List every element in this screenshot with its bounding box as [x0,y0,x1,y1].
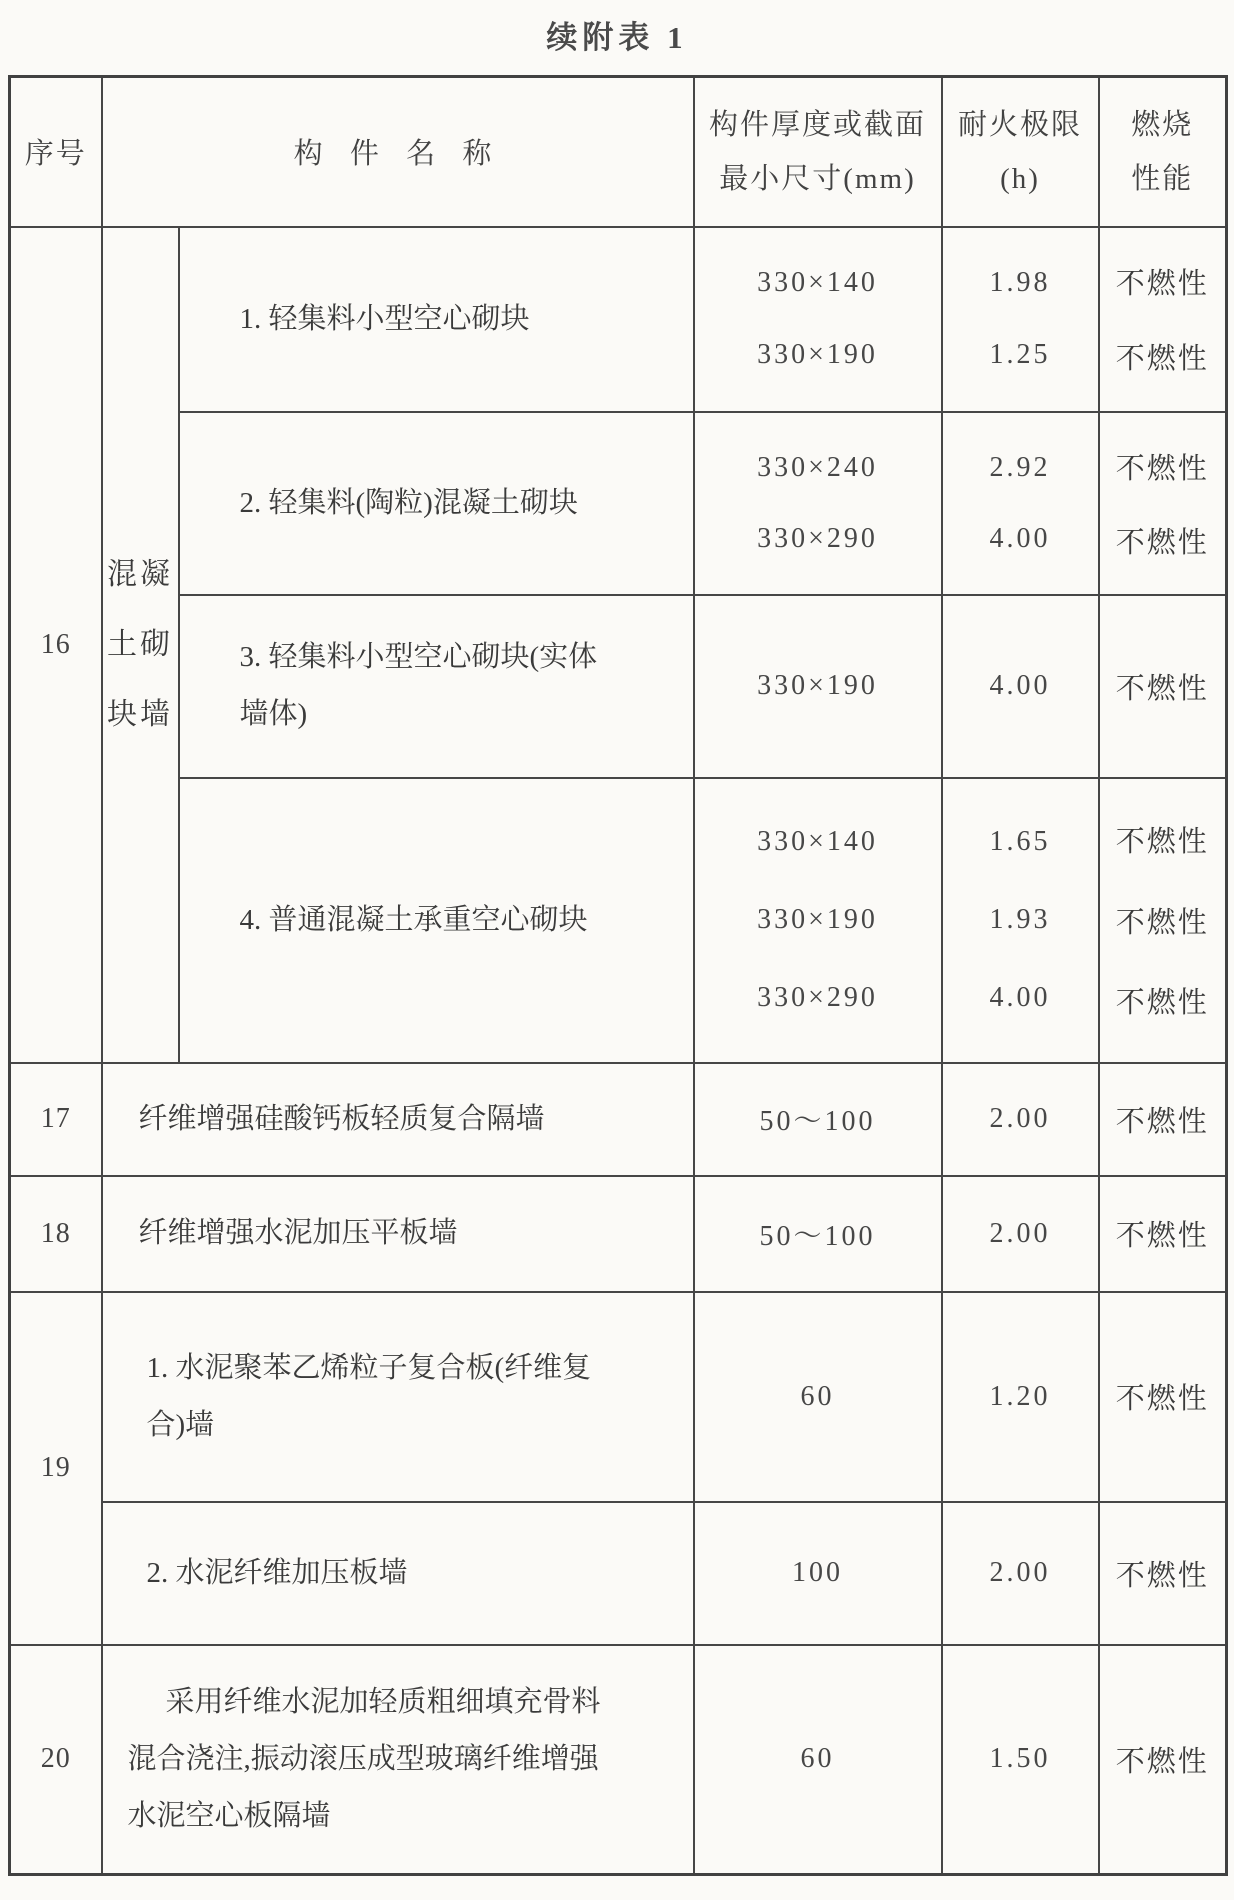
header-row [10,77,1227,227]
size-value: 330×290 [757,522,878,554]
component-name-line: 水泥空心板隔墙 [127,1799,331,1832]
fire-value: 4.00 [989,522,1051,554]
combustibility-cell: 不燃性 [1099,595,1227,778]
fire-value: 1.98 [989,267,1051,299]
burn-stack [1100,780,1226,1061]
fire-stack [943,228,1098,411]
fire-limit-cell: 1.20 [942,1292,1099,1502]
header-size-line1: 构件厚度或截面 [709,108,927,141]
size-value: 330×290 [757,982,878,1014]
size-cell: 50～100 [694,1063,942,1176]
burn-stack [1100,228,1226,411]
component-name-cell [179,412,694,595]
group-label-line: 块墙 [107,697,173,731]
component-name-line: 墙体) [239,698,308,730]
header-size [694,77,942,227]
combustibility-cell: 不燃性 [1099,1063,1227,1176]
header-combustibility [1099,77,1227,227]
page-title: 续附表 1 [546,20,688,55]
seq-20: 20 [10,1645,102,1875]
fire-stack [943,413,1098,594]
combustibility-cell: 不燃性 [1099,1502,1227,1645]
component-name-line: 1. 水泥聚苯乙烯粒子复合板(纤维复 [146,1351,592,1384]
header-seq: 序号 [10,77,102,227]
seq-18: 18 [10,1176,102,1292]
fire-limit-cell: 1.50 [942,1645,1099,1875]
fire-stack [943,780,1098,1061]
component-name-line: 采用纤维水泥加轻质粗细填充骨料 [165,1685,601,1718]
combustibility-cell [1099,778,1227,1063]
component-name-cell [179,595,694,778]
group-label-line: 土砌 [107,627,173,661]
fire-limit-cell [942,227,1099,412]
burn-value: 不燃性 [1115,987,1209,1019]
header-burn-line2: 性能 [1131,162,1194,195]
fire-resistance-table [8,75,1228,1876]
component-name: 2. 水泥纤维加压板墙 [146,1556,408,1589]
burn-value: 不燃性 [1115,342,1209,375]
fire-value: 1.25 [989,338,1051,370]
component-name-cell [102,1645,694,1875]
burn-value: 不燃性 [1115,526,1209,559]
table-row [10,1645,1227,1875]
component-name-cell [102,1502,694,1645]
size-stack [695,228,941,411]
size-value: 330×190 [757,338,878,370]
fire-limit-cell: 2.00 [942,1176,1099,1292]
component-name: 1. 轻集料小型空心砌块 [239,302,530,335]
component-name-cell [179,227,694,412]
table-row [10,227,1227,412]
header-fire-line2: (h) [1000,162,1040,195]
table-row [10,412,1227,595]
fire-value: 4.00 [989,982,1051,1014]
size-cell: 60 [694,1292,942,1502]
header-size-line2: 最小尺寸(mm) [719,162,916,195]
size-value: 330×140 [757,825,878,857]
fire-limit-cell: 2.00 [942,1502,1099,1645]
combustibility-cell: 不燃性 [1099,1645,1227,1875]
component-name: 4. 普通混凝土承重空心砌块 [239,903,588,936]
size-cell [694,412,942,595]
size-stack [695,780,941,1061]
combustibility-cell [1099,227,1227,412]
table-row [10,1063,1227,1176]
burn-value: 不燃性 [1115,826,1209,858]
combustibility-cell: 不燃性 [1099,1292,1227,1502]
header-fire-line1: 耐火极限 [958,108,1083,141]
fire-limit-cell: 2.00 [942,1063,1099,1176]
size-cell: 100 [694,1502,942,1645]
size-cell: 60 [694,1645,942,1875]
component-name-cell [102,1292,694,1502]
header-component-name: 构 件 名 称 [102,77,694,227]
header-fire-limit [942,77,1099,227]
group-label-line: 混凝 [107,557,173,591]
size-cell [694,227,942,412]
table-row [10,1292,1227,1502]
table-row [10,1176,1227,1292]
seq-17: 17 [10,1063,102,1176]
table-row [10,595,1227,778]
fire-limit-cell [942,412,1099,595]
table-row [10,1502,1227,1645]
seq-19: 19 [10,1292,102,1645]
fire-value: 2.92 [989,451,1051,483]
size-value: 330×190 [757,904,878,935]
component-name: 纤维增强水泥加压平板墙 [138,1217,458,1249]
burn-stack [1100,413,1226,594]
combustibility-cell [1099,412,1227,595]
fire-limit-cell [942,778,1099,1063]
component-name: 2. 轻集料(陶粒)混凝土砌块 [239,486,578,519]
component-name-cell [102,1063,694,1176]
combustibility-cell: 不燃性 [1099,1176,1227,1292]
component-name: 纤维增强硅酸钙板轻质复合隔墙 [138,1102,545,1135]
component-name-line: 3. 轻集料小型空心砌块(实体 [239,641,598,673]
seq-16: 16 [10,227,102,1063]
group-label-concrete-block-wall [102,227,179,1063]
size-stack [695,413,941,594]
header-burn-line1: 燃烧 [1131,108,1194,141]
fire-value: 1.65 [989,825,1051,857]
size-cell [694,778,942,1063]
component-name-cell [102,1176,694,1292]
size-value: 330×140 [757,267,878,299]
burn-value: 不燃性 [1115,906,1209,939]
component-name-line: 合)墙 [146,1408,215,1441]
fire-limit-cell: 4.00 [942,595,1099,778]
size-cell: 330×190 [694,595,942,778]
component-name-cell [179,778,694,1063]
fire-value: 1.93 [989,904,1051,935]
size-value: 330×240 [757,451,878,483]
burn-value: 不燃性 [1115,452,1209,485]
table-row [10,778,1227,1063]
size-cell: 50～100 [694,1176,942,1292]
component-name-line: 混合浇注,振动滚压成型玻璃纤维增强 [127,1742,599,1775]
burn-value: 不燃性 [1115,268,1209,301]
